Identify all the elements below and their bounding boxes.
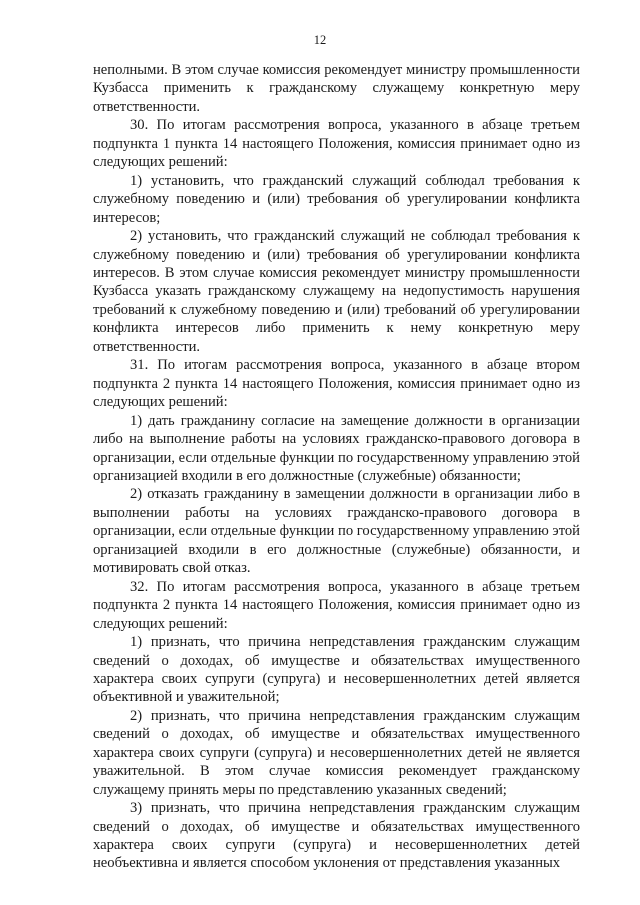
page-number: 12 bbox=[313, 33, 327, 47]
paragraph-item-32: 32. По итогам рассмотрения вопроса, указанного в абзаце третьем подпункта 2 пункта 14 настоящего Положения, комиссия принимает одно из следующих решений: bbox=[93, 578, 580, 632]
paragraph-item-30: 30. По итогам рассмотрения вопроса, указанного в абзаце третьем подпункта 1 пункта 14 настоящего Положения, комиссия принимает одно из следующих решений: bbox=[93, 117, 580, 171]
paragraph-item-31: 31. По итогам рассмотрения вопроса, указанного в абзаце втором подпункта 2 пункта 14 настоящего Положения, комиссия принимает одно из следующих решений: bbox=[93, 357, 580, 411]
paragraph-item-30-1: 1) установить, что гражданский служащий соблюдал требования к служебному поведению и (или) требования об урегулировании конфликта интересов; bbox=[93, 172, 580, 226]
paragraph-item-32-2: 2) признать, что причина непредставления гражданским служащим сведений о доходах, об имуществе и обязательствах имущественного характера своих супруги (супруга) и несовершеннолетних детей не является уважительной. В этом случае комиссия рекомендует гражданскому служащему принять меры по представлению указанных сведений; bbox=[93, 707, 580, 798]
paragraph-item-32-3: 3) признать, что причина непредставления гражданским служащим сведений о доходах, об имуществе и обязательствах имущественного характера своих супруги (супруга) и несовершеннолетних детей необъективна и является способом уклонения от представления указанных bbox=[93, 800, 580, 872]
document-body bbox=[93, 61, 580, 873]
paragraph-continuation: неполными. В этом случае комиссия рекомендует министру промышленности Кузбасса применить к гражданскому служащему конкретную меру ответственности. bbox=[93, 62, 580, 115]
paragraph-item-32-1: 1) признать, что причина непредставления гражданским служащим сведений о доходах, об имуществе и обязательствах имущественного характера своих супруги (супруга) и несовершеннолетних детей является объективной и уважительной; bbox=[93, 634, 580, 706]
paragraph-item-31-1: 1) дать гражданину согласие на замещение должности в организации либо на выполнение работы на условиях гражданско-правового договора в организации, если отдельные функции по государственному управлению этой организацией входили в его должностные (служебные) обязанности; bbox=[93, 412, 580, 484]
paragraph-item-31-2: 2) отказать гражданину в замещении должности в организации либо в выполнении работы на условиях гражданско-правового договора в организации, если отдельные функции по государственному управлению этой организацией входили в его должностные (служебные) обязанности, и мотивировать свой отказ. bbox=[93, 486, 580, 577]
paragraph-item-30-2: 2) установить, что гражданский служащий не соблюдал требования к служебному поведению и (или) требования об урегулировании конфликта интересов. В этом случае комиссия рекомендует министру промышленности Кузбасса указать гражданскому служащему на недопустимость нарушения требований к служебному поведению и (или) требований об урегулировании конфликта интересов либо применить к нему конкретную меру ответственности. bbox=[93, 228, 580, 355]
